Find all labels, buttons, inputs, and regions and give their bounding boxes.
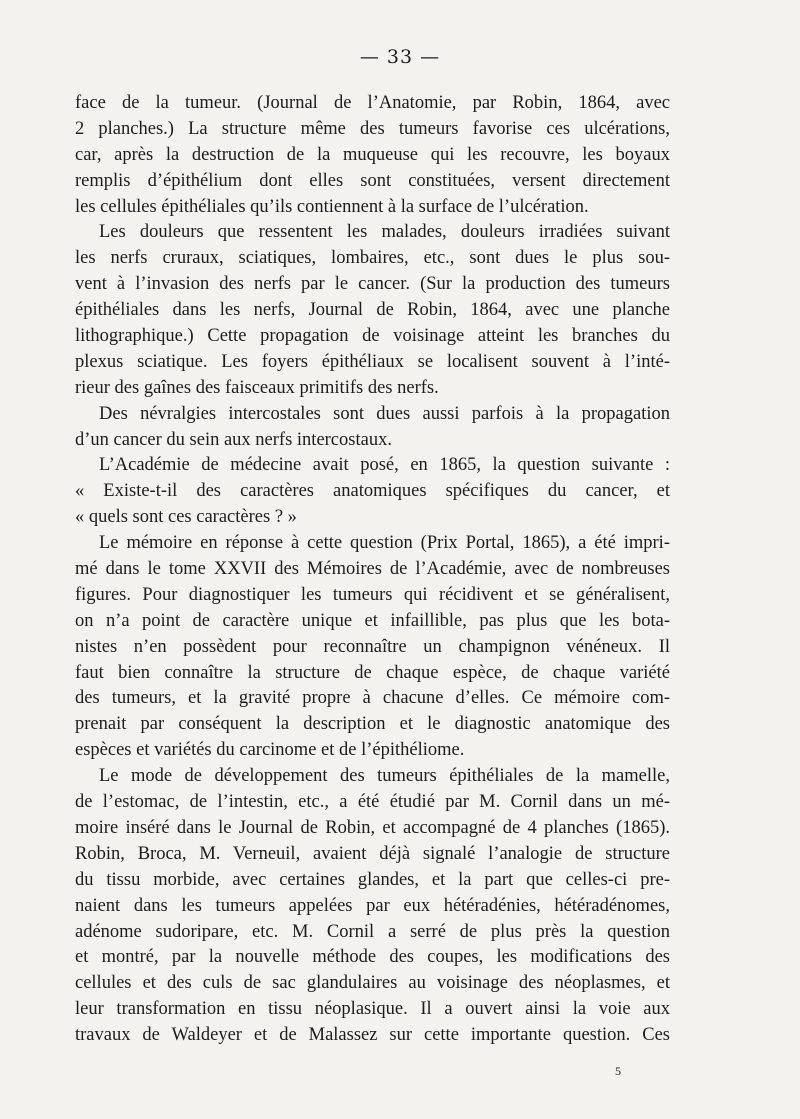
page-number: — 33 —: [359, 46, 441, 68]
text-line: Robin, Broca, M. Verneuil, avaient déjà signalé l’analogie de structure: [75, 843, 670, 864]
text-line: adénome sudoripare, etc. M. Cornil a serré de plus près la question: [75, 921, 670, 942]
text-line: Le mémoire en réponse à cette question (Prix Portal, 1865), a été impri-: [99, 533, 670, 554]
text-line: les cellules épithéliales qu’ils contiennent à la surface de l’ulcération.: [75, 196, 589, 217]
text-line: face de la tumeur. (Journal de l’Anatomie, par Robin, 1864, avec: [75, 93, 670, 113]
text-line: vent à l’invasion des nerfs par le cancer. (Sur la production des tumeurs: [75, 274, 670, 295]
text-line: rieur des gaînes des faisceaux primitifs des nerfs.: [75, 377, 439, 398]
text-line: remplis d’épithélium dont elles sont constituées, versent directement: [75, 170, 670, 191]
text-line: leur transformation en tissu néoplasique. Il a ouvert ainsi la voie aux: [75, 999, 670, 1020]
text-line: 2 planches.) La structure même des tumeurs favorise ces ulcérations,: [75, 118, 670, 139]
text-line: on n’a point de caractère unique et infaillible, pas plus que les bota-: [75, 610, 670, 631]
text-line: L’Académie de médecine avait posé, en 1865, la question suivante :: [99, 455, 670, 476]
signature-mark: 5: [615, 1064, 621, 1078]
text-line: car, après la destruction de la muqueuse qui les recouvre, les boyaux: [75, 144, 670, 165]
text-line: « Existe-t-il des caractères anatomiques spécifiques du cancer, et: [75, 481, 670, 502]
text-line: naient dans les tumeurs appelées par eux hétéradénies, hétéradénomes,: [75, 895, 670, 916]
text-line: lithographique.) Cette propagation de voisinage atteint les branches du: [75, 326, 670, 347]
text-line: nistes n’en possèdent pour reconnaître un champignon vénéneux. Il: [75, 636, 670, 657]
text-line: Les douleurs que ressentent les malades, douleurs irradiées suivant: [99, 222, 670, 243]
text-line: travaux de Waldeyer et de Malassez sur cette importante question. Ces: [75, 1025, 670, 1046]
text-line: plexus sciatique. Les foyers épithéliaux se localisent souvent à l’inté-: [75, 351, 670, 372]
text-line: des tumeurs, et la gravité propre à chacune d’elles. Ce mémoire com-: [75, 688, 670, 709]
text-line: et montré, par la nouvelle méthode des coupes, les modifications des: [75, 947, 670, 968]
text-line: Des névralgies intercostales sont dues aussi parfois à la propagation: [99, 403, 670, 424]
text-line: moire inséré dans le Journal de Robin, et accompagné de 4 planches (1865).: [75, 817, 670, 838]
text-line: cellules et des culs de sac glandulaires au voisinage des néoplasmes, et: [75, 973, 670, 994]
body-text: [75, 91, 670, 1049]
text-line: faut bien connaître la structure de chaque espèce, de chaque variété: [75, 662, 670, 683]
text-line: Le mode de développement des tumeurs épithéliales de la mamelle,: [99, 766, 670, 787]
text-line: de l’estomac, de l’intestin, etc., a été étudié par M. Cornil dans un mé-: [75, 792, 670, 813]
text-line: prenait par conséquent la description et le diagnostic anatomique des: [75, 714, 670, 735]
text-line: du tissu morbide, avec certaines glandes, et la part que celles-ci pre-: [75, 869, 670, 890]
text-line: d’un cancer du sein aux nerfs intercostaux.: [75, 429, 392, 450]
text-line: figures. Pour diagnostiquer les tumeurs qui récidivent et se généralisent,: [75, 584, 670, 605]
text-line: mé dans le tome XXVII des Mémoires de l’Académie, avec de nombreuses: [75, 559, 670, 580]
text-line: épithéliales dans les nerfs, Journal de Robin, 1864, avec une planche: [75, 300, 670, 321]
text-line: « quels sont ces caractères ? »: [75, 507, 297, 528]
text-line: les nerfs cruraux, sciatiques, lombaires, etc., sont dues le plus sou-: [75, 248, 670, 269]
text-line: espèces et variétés du carcinome et de l’épithéliome.: [75, 740, 465, 761]
